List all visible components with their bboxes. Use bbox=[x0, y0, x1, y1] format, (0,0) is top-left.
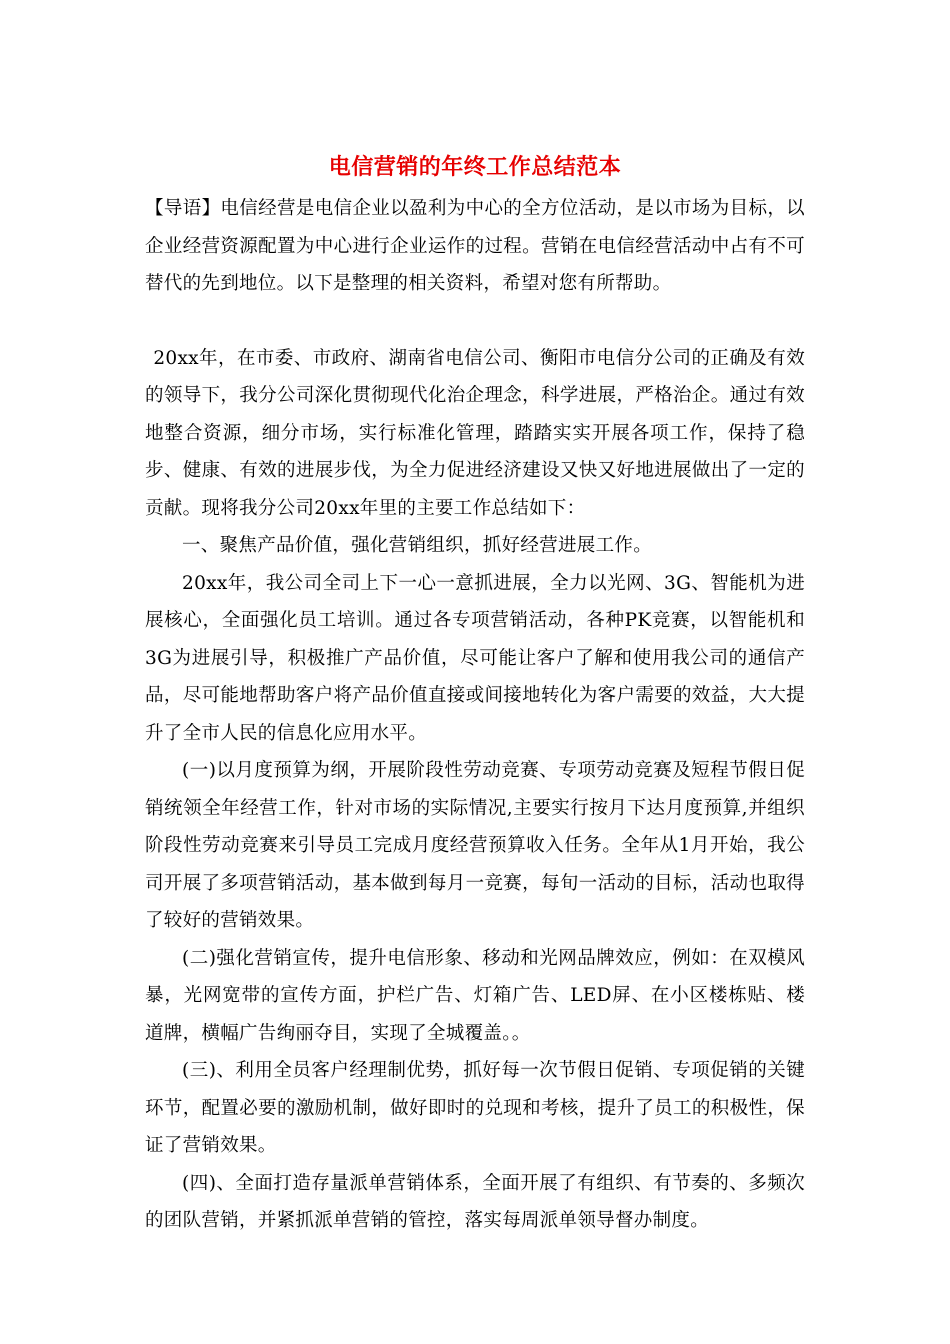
paragraph-gap bbox=[145, 303, 805, 340]
body-paragraph-3: (一)以月度预算为纲，开展阶段性劳动竞赛、专项劳动竞赛及短程节假日促销统领全年经营工作，针对市场的实际情况,主要实行按月下达月度预算,并组织阶段性劳动竞赛来引导员工完成月度经营预算收入任务。全年从1月开始，我公司开展了多项营销活动，基本做到每月一竞赛，每旬一活动的目标，活动也取得了较好的营销效果。 bbox=[145, 760, 805, 931]
body-paragraph-4: (二)强化营销宣传，提升电信形象、移动和光网品牌效应，例如：在双模风暴，光网宽带的宣传方面，护栏广告、灯箱广告、LED屏、在小区楼栋贴、楼道牌，横幅广告绚丽夺目，实现了全城覆盖。。 bbox=[145, 947, 805, 1044]
body-paragraph-1: 20xx年，在市委、市政府、湖南省电信公司、衡阳市电信分公司的正确及有效的领导下，我分公司深化贯彻现代化治企理念，科学进展，严格治企。通过有效地整合资源，细分市场，实行标准化管理，踏踏实实开展各项工作，保持了稳步、健康、有效的进展步伐，为全力促进经济建设又快又好地进展做出了一定的贡献。现将我分公司20xx年里的主要工作总结如下： bbox=[145, 347, 805, 519]
document-page bbox=[145, 150, 805, 1240]
document-title: 电信营销的年终工作总结范本 bbox=[328, 154, 622, 180]
body-paragraph-6: (四)、全面打造存量派单营销体系，全面开展了有组织、有节奏的、多频次的团队营销，并紧抓派单营销的管控，落实每周派单领导督办制度。 bbox=[145, 1172, 805, 1231]
section-heading-1: 一、聚焦产品价值，强化营销组织，抓好经营进展工作。 bbox=[182, 535, 653, 556]
body-paragraph-5: (三)、利用全员客户经理制优势，抓好每一次节假日促销、专项促销的关键环节，配置必要的激励机制，做好即时的兑现和考核，提升了员工的积极性，保证了营销效果。 bbox=[145, 1060, 805, 1156]
body-paragraph-2: 20xx年，我公司全司上下一心一意抓进展，全力以光网、3G、智能机为进展核心，全面强化员工培训。通过各专项营销活动，各种PK竞赛，以智能机和3G为进展引导，积极推广产品价值，尽可能让客户了解和使用我公司的通信产品，尽可能地帮助客户将产品价值直接或间接地转化为客户需要的效益，大大提升了全市人民的信息化应用水平。 bbox=[145, 572, 805, 744]
intro-paragraph: 【导语】电信经营是电信企业以盈利为中心的全方位活动，是以市场为目标，以企业经营资源配置为中心进行企业运作的过程。营销在电信经营活动中占有不可替代的先到地位。以下是整理的相关资料，希望对您有所帮助。 bbox=[145, 198, 805, 294]
